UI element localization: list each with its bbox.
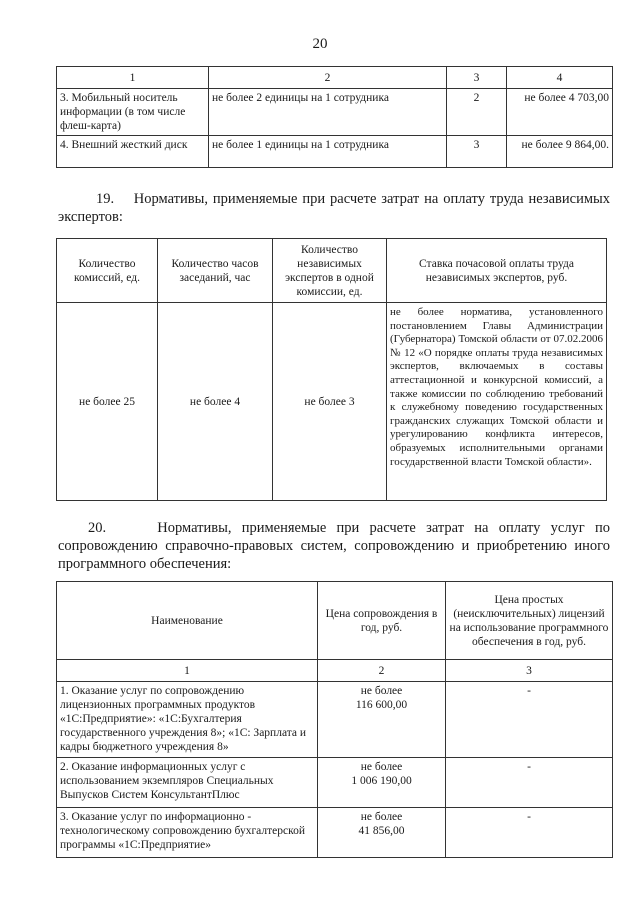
column-index: 3 (446, 660, 613, 682)
column-index: 2 (318, 660, 446, 682)
rate-value: не более норматива, установленного постановлением Главы Администрации (Губернатора) Томской области от 07.02.2006 № 12 «О порядке оплаты труда независимых экспертов, включаемых в составы аттестационной и конкурсной комиссий, а также комиссии по соблюдению требований к служебному поведению государственных гражданских служащих Томской области и урегулированию конфликта интересов, образуемых исполнительными органами государственной власти Томской области». (387, 303, 607, 501)
column-index: 4 (507, 67, 613, 89)
table-row (57, 808, 613, 858)
item-norm: не более 1 единицы на 1 сотрудника (209, 136, 447, 168)
table-index-row (57, 660, 613, 682)
experts-value: не более 3 (273, 303, 387, 501)
table-header-row (57, 67, 613, 89)
support-price (318, 682, 446, 758)
item-name: 3. Мобильный носитель информации (в том числе флеш-карта) (57, 89, 209, 136)
service-name: 2. Оказание информационных услуг с использованием экземпляров Специальных Выпусков Систем КонсультантПлюс (57, 758, 318, 808)
item-norm: не более 2 единицы на 1 сотрудника (209, 89, 447, 136)
header-rate: Ставка почасовой оплаты труда независимых экспертов, руб. (387, 239, 607, 303)
header-commissions: Количество комиссий, ед. (57, 239, 158, 303)
column-index: 3 (447, 67, 507, 89)
section-text: Нормативы, применяемые при расчете затрат на оплату услуг по сопровождению справочно-правовых систем, сопровождению и приобретению иного программного обеспечения: (58, 520, 610, 572)
service-name: 1. Оказание услуг по сопровождению лицензионных программных продуктов «1С:Предприятие»: «1С:Бухгалтерия государственного учреждения 8»; «1С: Зарплата и кадры бюджетного учреждения 8» (57, 682, 318, 758)
item-name: 4. Внешний жесткий диск (57, 136, 209, 168)
table-row (57, 682, 613, 758)
price-label: не более (360, 761, 403, 773)
service-name: 3. Оказание услуг по информационно - технологическому сопровождению бухгалтерской программы «1С:Предприятие» (57, 808, 318, 858)
support-price (318, 808, 446, 858)
header-name: Наименование (57, 582, 318, 660)
hours-value: не более 4 (158, 303, 273, 501)
header-license-price: Цена простых (неисключительных) лицензий на использование программного обеспечения в год, руб. (446, 582, 613, 660)
table-row (57, 89, 613, 136)
item-price: не более 4 703,00 (507, 89, 613, 136)
experts-table (56, 238, 607, 501)
table-row (57, 136, 613, 168)
column-index: 1 (57, 67, 209, 89)
item-quantity: 3 (447, 136, 507, 168)
table-header-row (57, 582, 613, 660)
table-header-row (57, 239, 607, 303)
header-hours: Количество часов заседаний, час (158, 239, 273, 303)
section-number: 19. (96, 191, 115, 207)
section-19-paragraph (58, 190, 610, 226)
license-price: - (446, 682, 613, 758)
license-price: - (446, 758, 613, 808)
price-value: 41 856,00 (358, 825, 405, 837)
column-index: 1 (57, 660, 318, 682)
section-text: Нормативы, применяемые при расчете затрат на оплату труда независимых экспертов: (58, 191, 611, 225)
item-price: не более 9 864,00. (507, 136, 613, 168)
table-row (57, 758, 613, 808)
header-support-price: Цена сопровождения в год, руб. (318, 582, 446, 660)
price-label: не более (360, 811, 403, 823)
section-number: 20. (88, 520, 107, 536)
price-label: не более (360, 685, 403, 697)
price-value: 116 600,00 (355, 699, 408, 711)
table-row (57, 303, 607, 501)
item-quantity: 2 (447, 89, 507, 136)
commissions-value: не более 25 (57, 303, 158, 501)
header-experts: Количество независимых экспертов в одной комиссии, ед. (273, 239, 387, 303)
license-price: - (446, 808, 613, 858)
equipment-table (56, 66, 613, 168)
price-value: 1 006 190,00 (351, 775, 412, 787)
section-20-paragraph (58, 519, 610, 573)
column-index: 2 (209, 67, 447, 89)
software-table (56, 581, 613, 858)
page-number: 20 (312, 36, 328, 52)
support-price (318, 758, 446, 808)
